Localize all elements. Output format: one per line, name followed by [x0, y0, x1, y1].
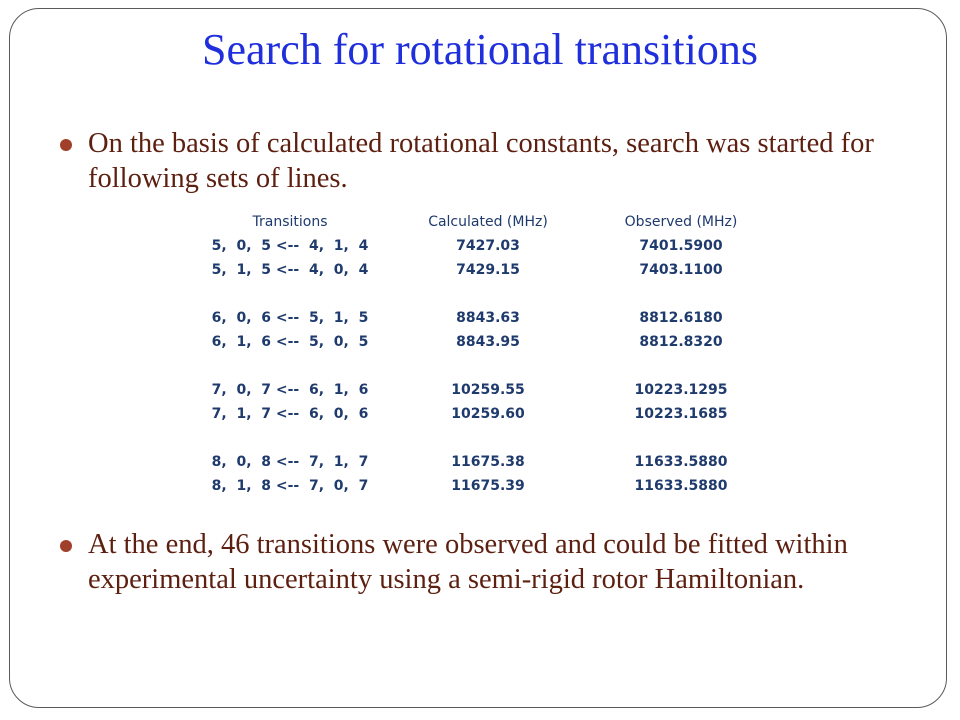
table-row	[0, 334, 960, 358]
table-row	[0, 382, 960, 406]
calculated-cell: 8843.63	[456, 310, 520, 326]
observed-cell: 11633.5880	[634, 454, 728, 470]
observed-cell: 7403.1100	[639, 262, 723, 278]
transition-cell: 5, 1, 5 <-- 4, 0, 4	[211, 262, 369, 278]
calculated-cell: 11675.39	[451, 478, 525, 494]
slide-frame	[9, 8, 947, 708]
slide-title: Search for rotational transitions	[202, 25, 758, 74]
table-row	[0, 310, 960, 334]
table-row	[0, 454, 960, 478]
transition-cell: 7, 1, 7 <-- 6, 0, 6	[211, 406, 369, 422]
observed-cell: 8812.8320	[639, 334, 723, 350]
observed-cell: 10223.1685	[634, 406, 728, 422]
calculated-cell: 11675.38	[451, 454, 525, 470]
table-row	[0, 478, 960, 502]
table-header-row	[0, 214, 960, 238]
calculated-cell: 7427.03	[456, 238, 520, 254]
calculated-cell: 7429.15	[456, 262, 520, 278]
observed-cell: 11633.5880	[634, 478, 728, 494]
header-observed: Observed (MHz)	[624, 214, 738, 230]
transition-cell: 6, 0, 6 <-- 5, 1, 5	[211, 310, 369, 326]
observed-cell: 7401.5900	[639, 238, 723, 254]
transition-cell: 7, 0, 7 <-- 6, 1, 6	[211, 382, 369, 398]
bullet-item	[60, 126, 910, 196]
bullet-text: At the end, 46 transitions were observed and could be fitted within experimental uncertainty using a semi-rigid rotor Hamiltonian.	[88, 529, 848, 595]
table-row	[0, 262, 960, 286]
bullet-dot-icon	[60, 139, 72, 151]
bullet-dot-icon	[60, 540, 72, 552]
calculated-cell: 8843.95	[456, 334, 520, 350]
transition-cell: 6, 1, 6 <-- 5, 0, 5	[211, 334, 369, 350]
calculated-cell: 10259.55	[451, 382, 525, 398]
calculated-cell: 10259.60	[451, 406, 525, 422]
header-calculated: Calculated (MHz)	[428, 214, 548, 230]
observed-cell: 8812.6180	[639, 310, 723, 326]
transition-cell: 8, 0, 8 <-- 7, 1, 7	[211, 454, 369, 470]
bullet-text: On the basis of calculated rotational constants, search was started for following sets of lines.	[88, 128, 874, 194]
transition-cell: 5, 0, 5 <-- 4, 1, 4	[211, 238, 369, 254]
bullet-item	[60, 527, 910, 597]
transition-cell: 8, 1, 8 <-- 7, 0, 7	[211, 478, 369, 494]
table-row	[0, 238, 960, 262]
table-row	[0, 406, 960, 430]
header-transitions: Transitions	[252, 214, 328, 230]
observed-cell: 10223.1295	[634, 382, 728, 398]
